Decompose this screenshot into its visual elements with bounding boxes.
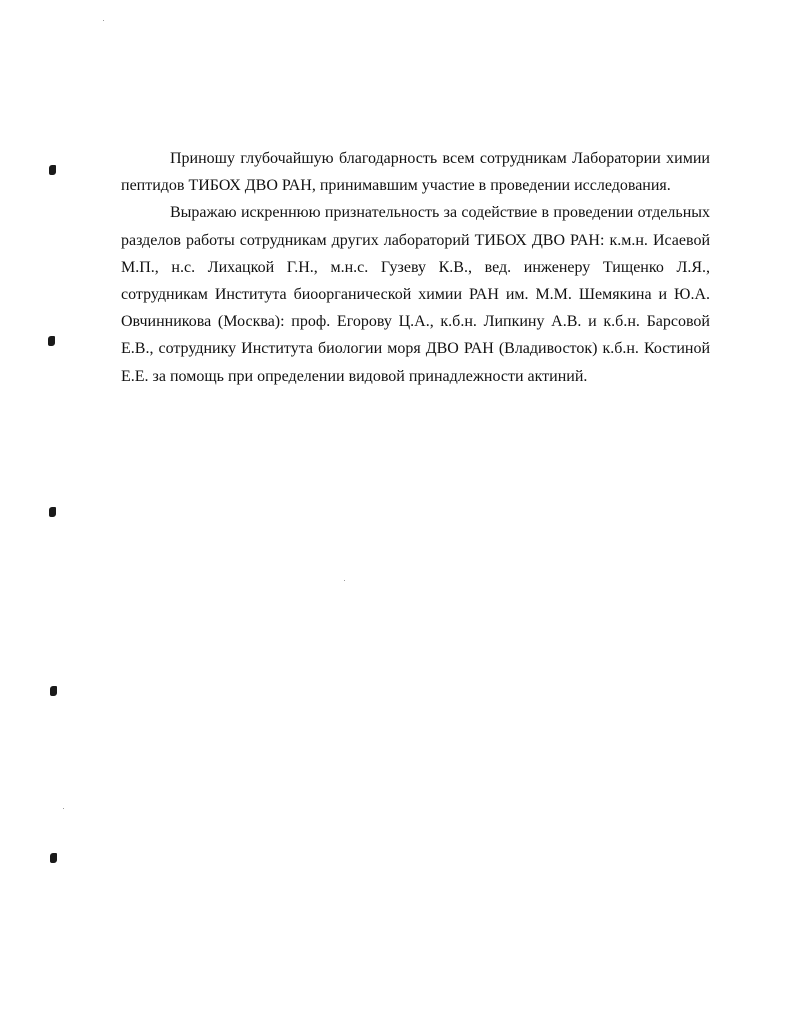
acknowledgements-text [121,145,710,390]
binding-hole-mark [49,507,56,517]
binding-hole-mark [49,165,56,175]
acknowledgement-paragraph: Приношу глубочайшую благодарность всем сотрудникам Лаборатории химии пептидов ТИБОХ ДВО РАН, принимавшим участие в проведении исследования. [121,150,710,195]
binding-hole-mark [50,853,57,863]
scan-speck [103,20,104,21]
binding-hole-mark [48,336,55,346]
scan-speck [63,808,64,809]
acknowledgement-paragraph: Выражаю искреннюю признательность за содействие в проведении отдельных разделов работы сотрудникам других лабораторий ТИБОХ ДВО РАН: к.м.н. Исаевой М.П., н.с. Лихацкой Г.Н., м.н.с. Гузеву К.В., вед. инженеру Тищенко Л.Я., сотрудникам Института биоорганической химии РАН им. М.М. Шемякина и Ю.А. Овчинникова (Москва): проф. Егорову Ц.А., к.б.н. Липкину А.В. и к.б.н. Барсовой Е.В., сотруднику Института биологии моря ДВО РАН (Владивосток) к.б.н. Костиной Е.Е. за помощь при определении видовой принадлежности актиний. [121,204,710,385]
binding-hole-mark [50,686,57,696]
scan-speck [344,580,345,581]
